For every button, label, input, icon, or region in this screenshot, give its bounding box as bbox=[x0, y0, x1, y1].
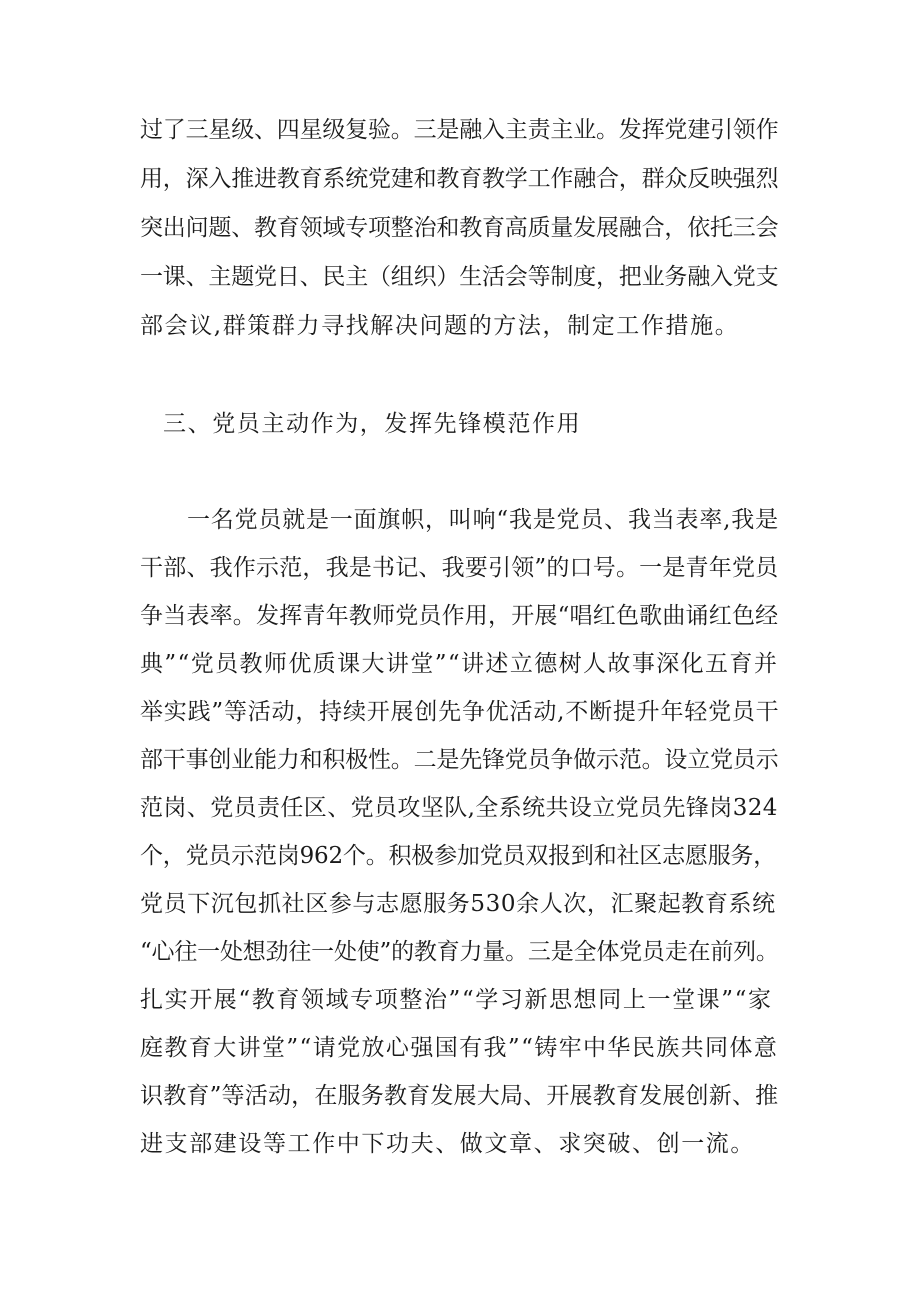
paragraph-line: 识教育”等活动，在服务教育发展大局、开展教育发展创新、推 bbox=[140, 1083, 779, 1109]
paragraph-line: 个，党员示范岗962个。积极参加党员双报到和社区志愿服务， bbox=[140, 843, 777, 869]
paragraph-line: 举实践”等活动，持续开展创先争优活动,不断提升年轻党员干 bbox=[140, 699, 780, 725]
paragraph-line: 庭教育大讲堂”“请党放心强国有我”“铸牢中华民族共同体意 bbox=[140, 1035, 779, 1061]
paragraph-line: 典”“党员教师优质课大讲堂”“讲述立德树人故事深化五育并 bbox=[140, 651, 779, 677]
paragraph-line: 一名党员就是一面旗帜，叫响“我是党员、我当表率,我是 bbox=[187, 507, 779, 533]
paragraph-line: 过了三星级、四星级复验。三是融入主责主业。发挥党建引领作 bbox=[140, 117, 779, 143]
paragraph-line: 部会议,群策群力寻找解决问题的方法，制定工作措施。 bbox=[140, 313, 740, 339]
paragraph-line: 干部、我作示范，我是书记、我要引领”的口号。一是青年党员 bbox=[140, 555, 779, 581]
paragraph-line: “心往一处想劲往一处使”的教育力量。三是全体党员走在前列。 bbox=[140, 939, 779, 965]
paragraph-line: 部干事创业能力和积极性。二是先锋党员争做示范。设立党员示 bbox=[140, 747, 779, 773]
paragraph-line: 扎实开展“教育领域专项整治”“学习新思想同上一堂课”“家 bbox=[140, 987, 773, 1013]
paragraph-line: 争当表率。发挥青年教师党员作用，开展“唱红色歌曲诵红色经 bbox=[140, 603, 779, 629]
paragraph-line: 一课、主题党日、民主（组织）生活会等制度，把业务融入党支 bbox=[140, 264, 779, 290]
paragraph-line: 突出问题、教育领域专项整治和教育高质量发展融合，依托三会 bbox=[140, 215, 779, 241]
paragraph-line: 用，深入推进教育系统党建和教育教学工作融合，群众反映强烈 bbox=[140, 166, 779, 192]
paragraph-line: 进支部建设等工作中下功夫、做文章、求突破、创一流。 bbox=[140, 1131, 755, 1157]
paragraph-line: 党员下沉包抓社区参与志愿服务530余人次，汇聚起教育系统 bbox=[140, 891, 776, 917]
paragraph-line: 范岗、党员责任区、党员攻坚队,全系统共设立党员先锋岗324 bbox=[140, 795, 778, 821]
section-heading: 三、党员主动作为，发挥先锋模范作用 bbox=[163, 411, 582, 437]
